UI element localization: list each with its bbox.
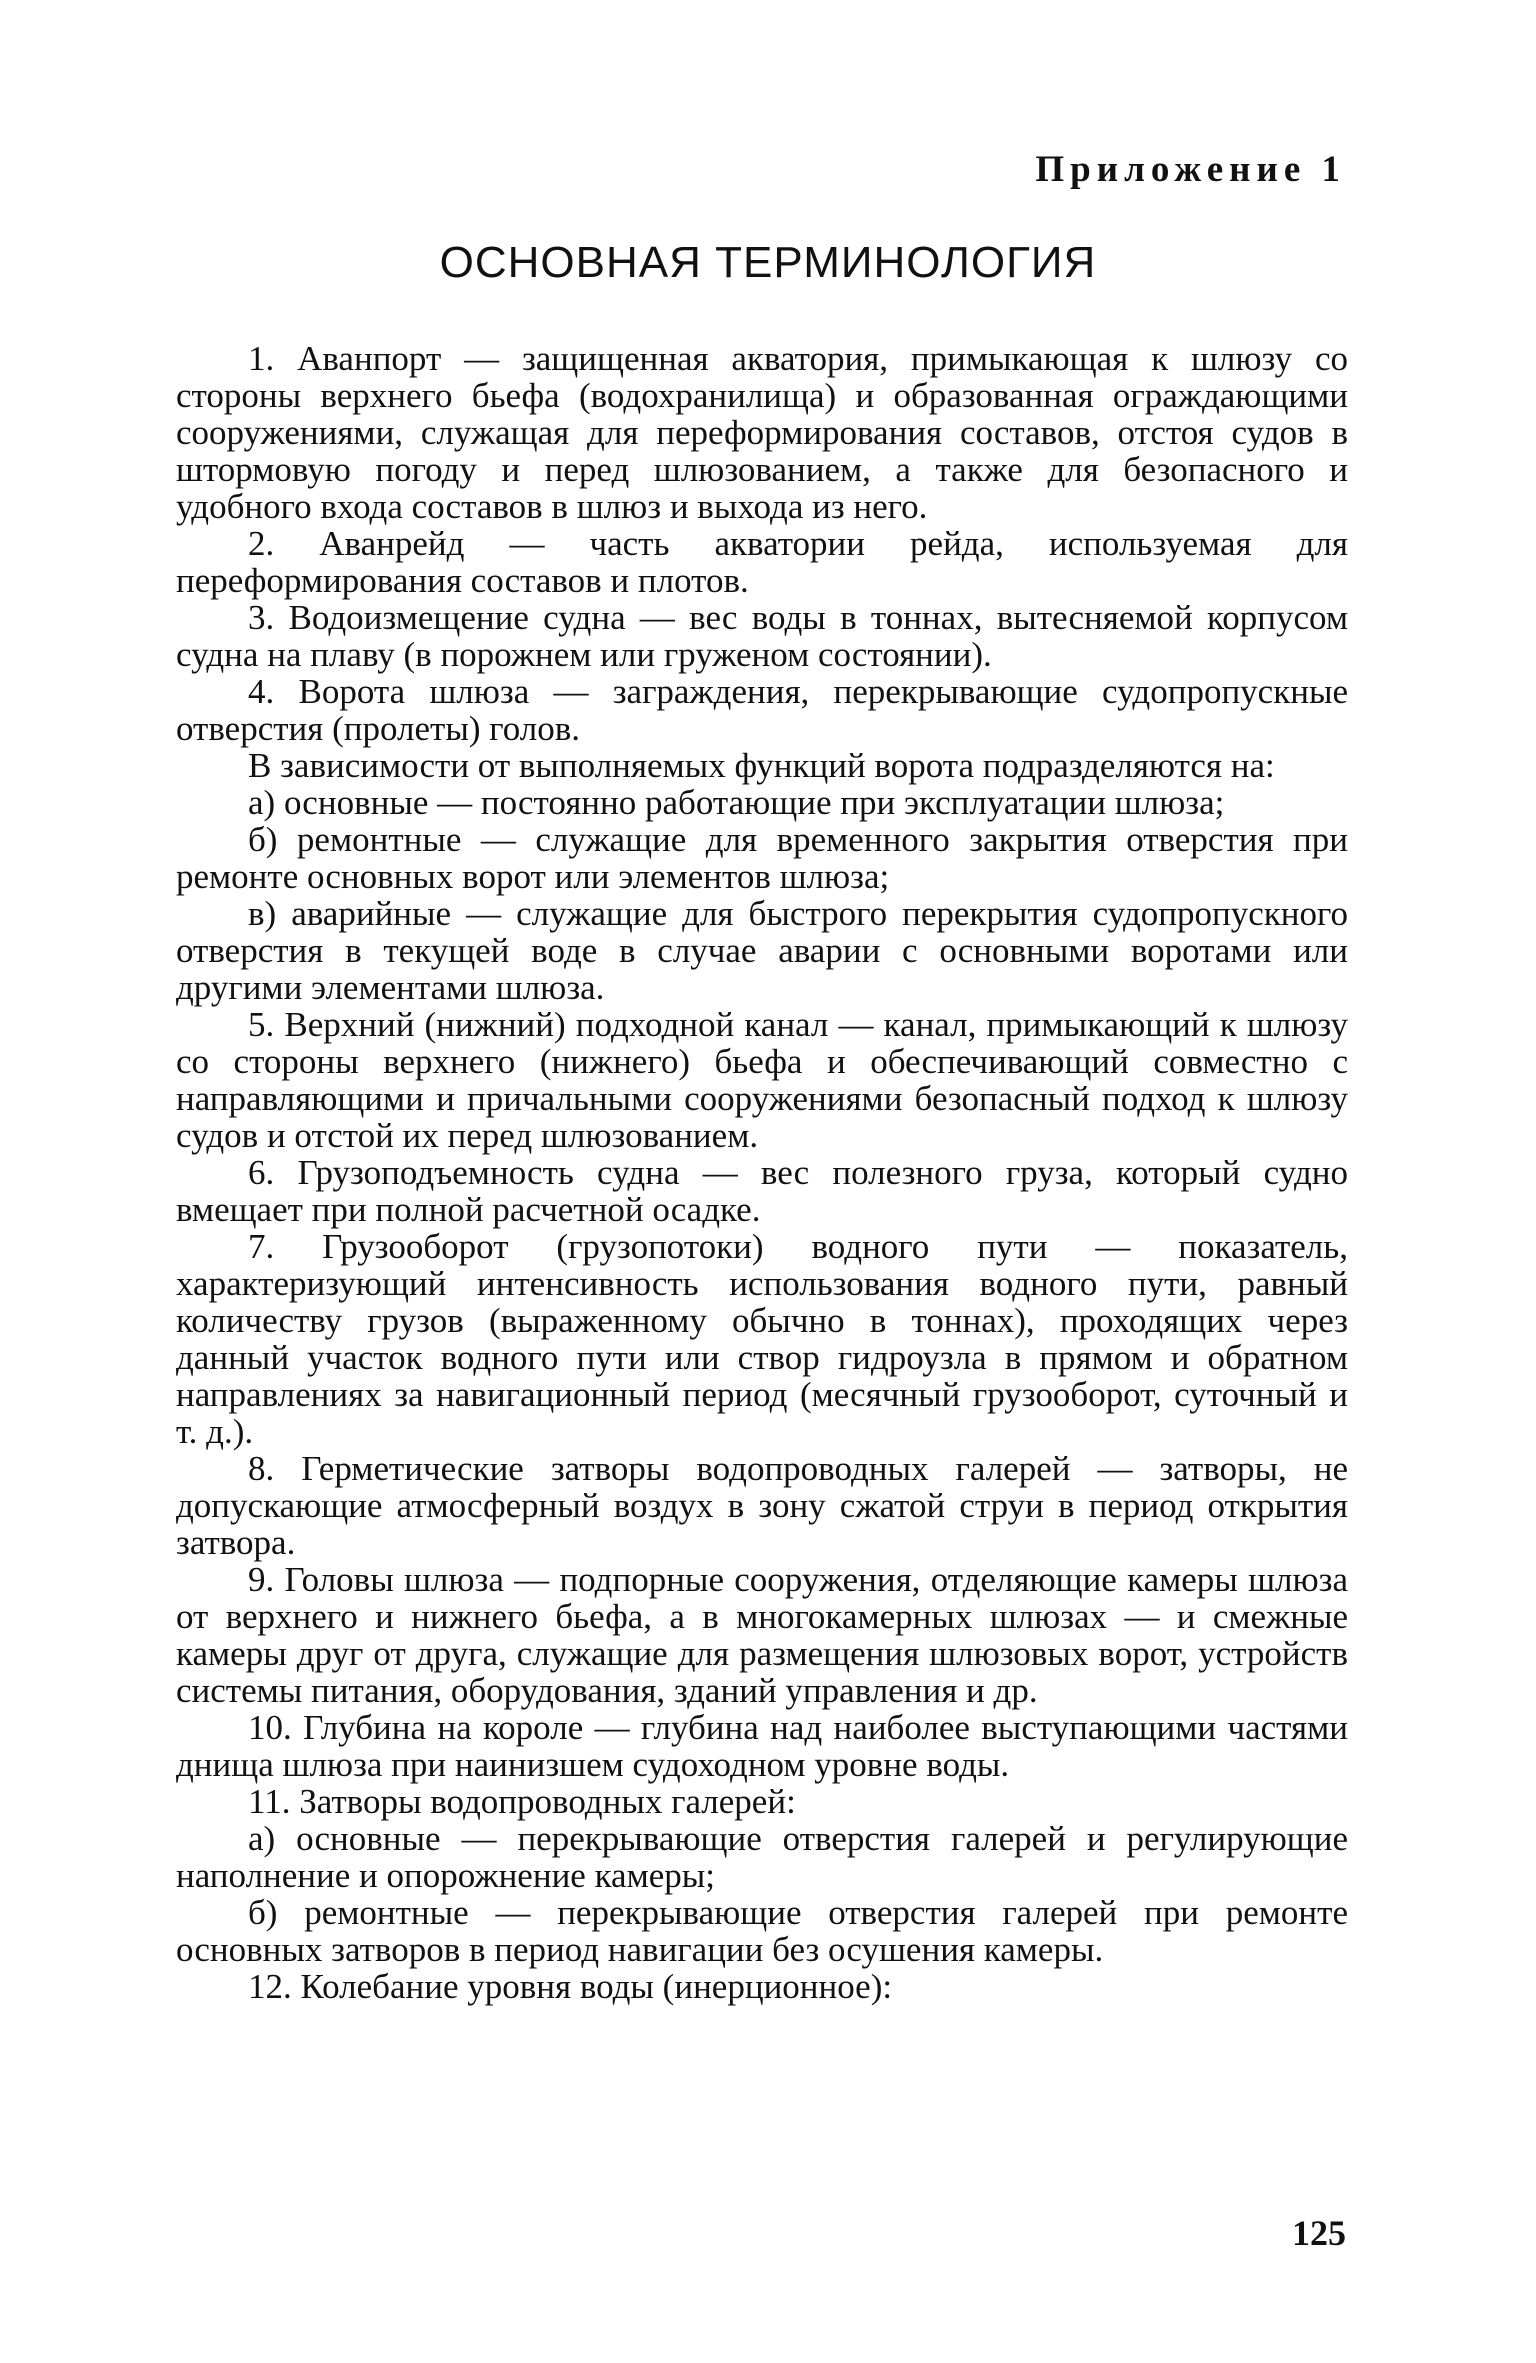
paragraph-4b: б) ремонтные — служащие для временного закрытия отверстия при ремонте основных ворот или элементов шлюза; <box>176 820 1348 896</box>
paragraph-1: 1. Аванпорт — защищенная акватория, примыкающая к шлюзу со стороны верхнего бьефа (водохранилища) и образованная ограждающими сооружениями, служащая для переформирования составов, отстоя судов в штормовую погоду и перед шлюзованием, а также для безопасного и удобного входа составов в шлюз и выхода из него. <box>176 339 1348 526</box>
paragraph-4: 4. Ворота шлюза — заграждения, перекрывающие судопропускные отверстия (пролеты) голов. <box>176 672 1348 748</box>
appendix-label: Приложение 1 <box>1035 149 1346 190</box>
paragraph-4a: а) основные — постоянно работающие при эксплуатации шлюза; <box>248 783 1225 822</box>
paragraph-11a: а) основные — перекрывающие отверстия галерей и регулирующие наполнение и опорожнение камеры; <box>176 1819 1348 1895</box>
paragraph-4-intro: В зависимости от выполняемых функций ворота подразделяются на: <box>248 746 1275 785</box>
paragraph-12: 12. Колебание уровня воды (инерционное): <box>248 1967 893 2006</box>
paragraph-2: 2. Аванрейд — часть акватории рейда, используемая для переформирования составов и плотов. <box>176 524 1348 600</box>
paragraph-5: 5. Верхний (нижний) подходной канал — канал, примыкающий к шлюзу со стороны верхнего (нижнего) бьефа и обеспечивающий совместно с направляющими и причальными сооружениями безопасный подход к шлюзу судов и отстой их перед шлюзованием. <box>176 1005 1348 1155</box>
paragraph-11b: б) ремонтные — перекрывающие отверстия галерей при ремонте основных затворов в период навигации без осушения камеры. <box>176 1893 1348 1969</box>
paragraph-6: 6. Грузоподъемность судна — вес полезного груза, который судно вмещает при полной расчетной осадке. <box>176 1153 1348 1229</box>
paragraph-8: 8. Герметические затворы водопроводных галерей — затворы, не допускающие атмосферный воздух в зону сжатой струи в период открытия затвора. <box>176 1449 1348 1562</box>
paragraph-4c: в) аварийные — служащие для быстрого перекрытия судопропускного отверстия в текущей воде в случае аварии с основными воротами или другими элементами шлюза. <box>176 894 1348 1007</box>
paragraph-9: 9. Головы шлюза — подпорные сооружения, отделяющие камеры шлюза от верхнего и нижнего бьефа, а в многокамерных шлюзах — и смежные камеры друг от друга, служащие для размещения шлюзовых ворот, устройств системы питания, оборудования, зданий управления и др. <box>176 1560 1348 1710</box>
page-title: ОСНОВНАЯ ТЕРМИНОЛОГИЯ <box>439 238 1097 287</box>
paragraph-10: 10. Глубина на короле — глубина над наиболее выступающими частями днища шлюза при наинизшем судоходном уровне воды. <box>176 1708 1348 1784</box>
page-number: 125 <box>1292 2213 1346 2253</box>
paragraph-11: 11. Затворы водопроводных галерей: <box>248 1782 796 1821</box>
paragraph-7: 7. Грузооборот (грузопотоки) водного пути — показатель, характеризующий интенсивность использования водного пути, равный количеству грузов (выраженному обычно в тоннах), проходящих через данный участок водного пути или створ гидроузла в прямом и обратном направлениях за навигационный период (месячный грузооборот, суточный и т. д.). <box>176 1227 1348 1451</box>
terminology-body <box>176 340 1348 2005</box>
paragraph-3: 3. Водоизмещение судна — вес воды в тоннах, вытесняемой корпусом судна на плаву (в порожнем или груженом состоянии). <box>176 598 1348 674</box>
